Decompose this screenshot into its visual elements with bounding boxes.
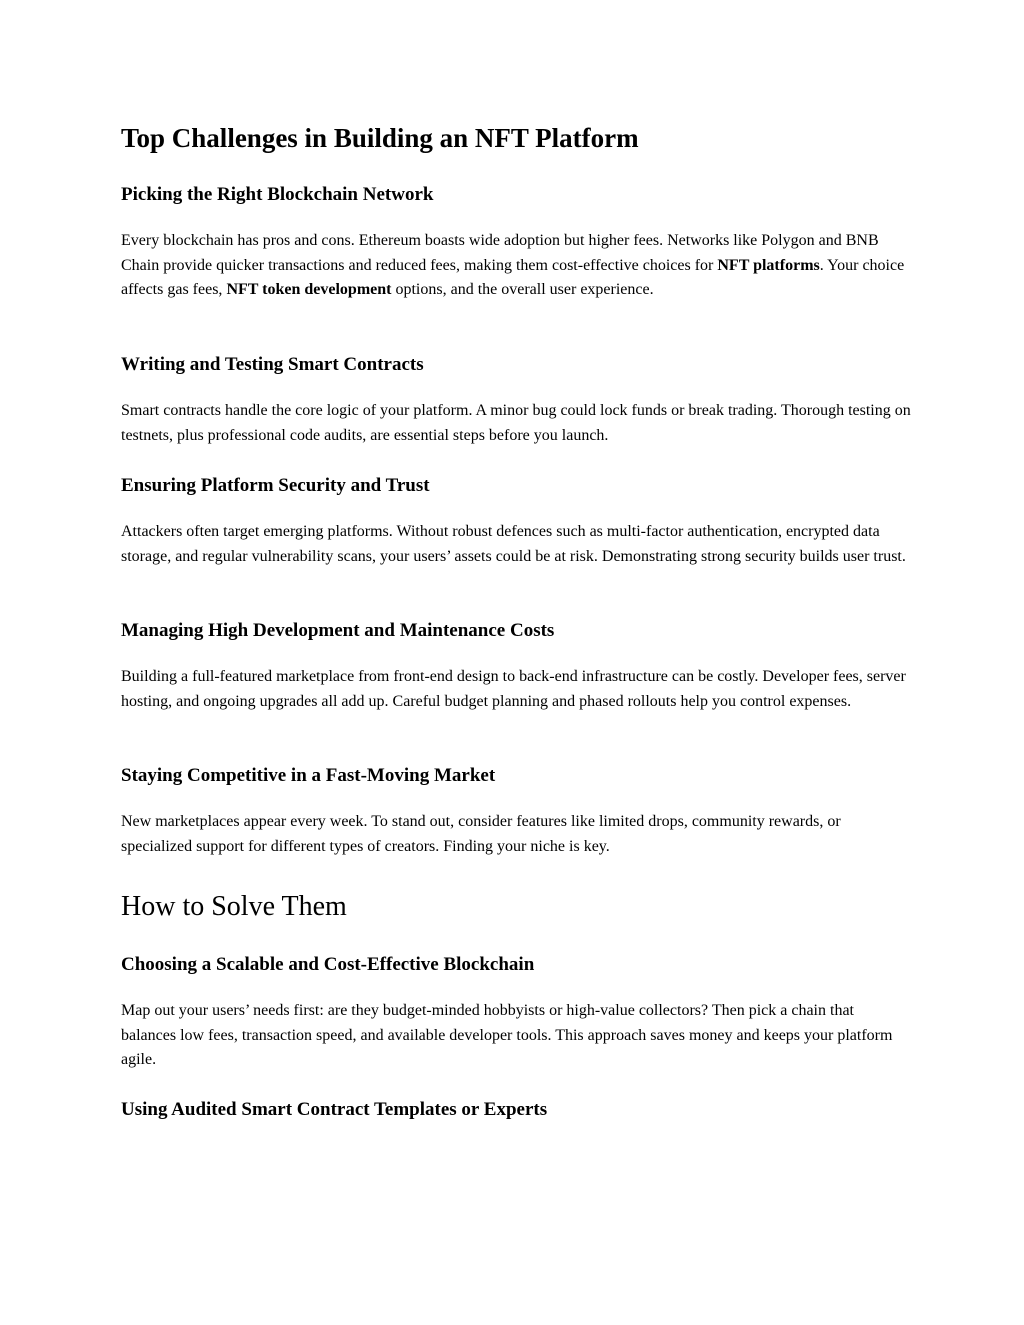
- paragraph-smart-contracts: Smart contracts handle the core logic of your platform. A minor bug could lock funds or break trading. Thorough testing on testnets, plus professional code audits, are essential steps before you launch.: [121, 402, 911, 444]
- paragraph-text: options, and the overall user experience.: [391, 281, 654, 298]
- heading-audited-templates: Using Audited Smart Contract Templates or Experts: [121, 1099, 548, 1120]
- heading-security-trust: Ensuring Platform Security and Trust: [121, 475, 430, 496]
- paragraph-costs: Building a full-featured marketplace from front‑end design to back‑end infrastructure can be costly. Developer fees, server hosting, and ongoing upgrades all add up. Careful budget planning and phased rollouts help you control expenses.: [121, 668, 906, 710]
- paragraph-blockchain-network: [121, 229, 911, 303]
- paragraph-security-trust: Attackers often target emerging platforms. Without robust defences such as multi‑factor authentication, encrypted data storage, and regular vulnerability scans, your users’ assets could be at risk. Demonstrating strong security builds user trust.: [121, 523, 906, 565]
- section-title-challenges: Top Challenges in Building an NFT Platform: [121, 123, 639, 153]
- heading-competitive: Staying Competitive in a Fast‑Moving Market: [121, 765, 496, 786]
- paragraph-competitive: New marketplaces appear every week. To stand out, consider features like limited drops, community rewards, or specialized support for different types of creators. Finding your niche is key.: [121, 813, 841, 855]
- bold-term-nft-platforms: NFT platforms: [717, 256, 820, 274]
- section-title-solutions: How to Solve Them: [121, 891, 347, 922]
- paragraph-scalable-blockchain: Map out your users’ needs first: are they budget‑minded hobbyists or high‑value collectors? Then pick a chain that balances low fees, transaction speed, and available developer tools. This approach saves money and keeps your platform agile.: [121, 1002, 893, 1068]
- heading-smart-contracts: Writing and Testing Smart Contracts: [121, 354, 424, 375]
- paragraph-text: Every blockchain has pros and cons. Ethereum boasts wide adoption but higher fees. Networks like Polygon and BNB Chain provide quicker transactions and reduced fees, making them cost-effective choices for: [121, 232, 879, 274]
- paragraph-text: . Your choice affects gas fees,: [121, 256, 905, 298]
- heading-costs: Managing High Development and Maintenance Costs: [121, 620, 555, 641]
- bold-term-nft-token-development: NFT token development: [226, 281, 392, 298]
- heading-blockchain-network: Picking the Right Blockchain Network: [121, 184, 434, 205]
- heading-scalable-blockchain: Choosing a Scalable and Cost‑Effective Blockchain: [121, 954, 535, 975]
